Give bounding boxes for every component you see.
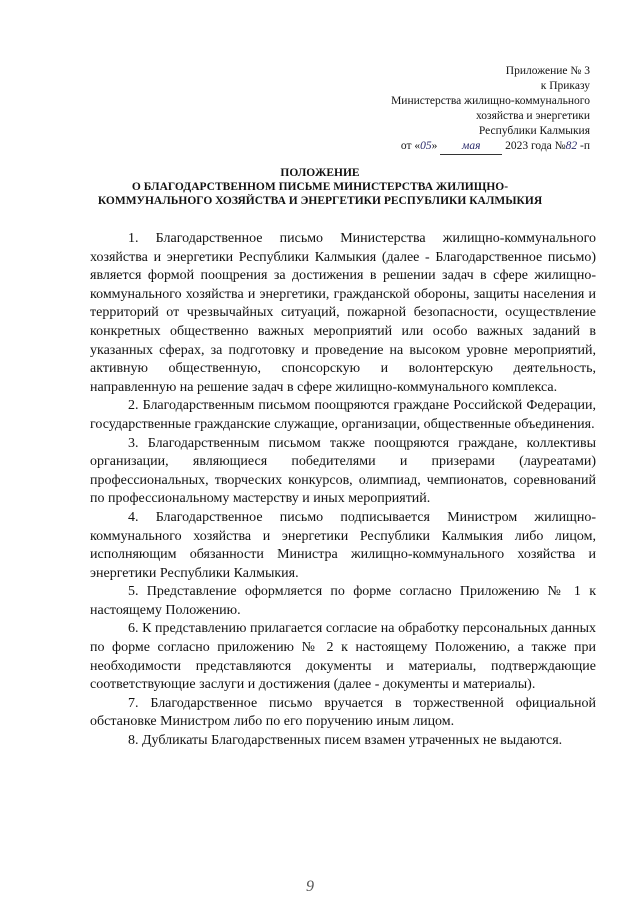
annex-ministry: Министерства жилищно-коммунального	[391, 95, 590, 107]
order-suffix: -п	[577, 140, 590, 152]
paragraph-2: 2. Благодарственным письмом поощряются граждане Российской Федерации, государственные гражданские служащие, организации, общественные объединения.	[90, 398, 596, 432]
paragraph-7: 7. Благодарственное письмо вручается в торжественной официальной обстановке Министром либо по его поручению иным лицом.	[90, 695, 596, 730]
date-day: 05	[420, 140, 432, 152]
date-month: мая	[440, 139, 502, 155]
annex-republic: Республики Калмыкия	[478, 125, 590, 137]
annex-number: Приложение № 3	[505, 65, 590, 77]
date-year: 2023 года №	[502, 140, 566, 152]
paragraph-8: 8. Дубликаты Благодарственных писем взамен утраченных не выдаются.	[128, 733, 563, 749]
date-prefix: от «	[400, 140, 421, 152]
annex-date-line	[391, 139, 590, 155]
order-number: 82	[565, 140, 578, 152]
paragraph-5: 5. Представление оформляется по форме согласно Приложению № 1 к настоящему Положению.	[90, 584, 596, 618]
paragraph-4: 4. Благодарственное письмо подписывается Министром жилищно-коммунального хозяйства и энергетики Республики Калмыкия либо лицом, исполняющим обязанности Министра жилищно-коммунального хозяйства и энергетики Республики Калмыкия.	[90, 509, 596, 581]
annex-order-ref: к Приказу	[540, 80, 590, 92]
title-heading: ПОЛОЖЕНИЕ	[280, 167, 360, 179]
paragraph-3: 3. Благодарственным письмом также поощряются граждане, коллективы организации, являющиеся победителями и призерами (лауреатами) профессиональных, творческих конкурсов, олимпиад, чемпионатов, соревнований по профессиональному мастерству и иных мероприятий.	[90, 435, 596, 507]
paragraph-6: 6. К представлению прилагается согласие на обработку персональных данных по форме согласно приложению № 2 к настоящему Положению, а также при необходимости представляются документы и материалы, подтверждающие соответствующие заслуги и достижения (далее - документы и материалы).	[90, 621, 596, 693]
title-subheading-1: О БЛАГОДАРСТВЕННОМ ПИСЬМЕ МИНИСТЕРСТВА ЖИЛИЩНО-	[131, 181, 509, 193]
annex-block	[391, 64, 590, 155]
paragraph-1: 1. Благодарственное письмо Министерства жилищно-коммунального хозяйства и энергетики Республики Калмыкия (далее - Благодарственное письмо) является формой поощрения за достижения в решении задач в сфере жилищно-коммунального хозяйства и энергетики, гражданской обороны, защиты населения и территорий от чрезвычайных ситуаций, пожарной безопасности, осуществление конкретных общественно важных мероприятий или особо важных заданий в указанных сферах, за подготовку и проведение на высоком уровне мероприятий, активную общественную, спонсорскую и волонтерскую деятельность, направленную на решение задач в сфере жилищно-коммунального комплекса.	[90, 231, 596, 395]
document-body	[90, 230, 596, 751]
date-mid: »	[431, 140, 441, 152]
title-subheading-2: КОММУНАЛЬНОГО ХОЗЯЙСТВА И ЭНЕРГЕТИКИ РЕСПУБЛИКИ КАЛМЫКИЯ	[97, 195, 543, 207]
document-title	[60, 166, 580, 208]
annex-ministry-cont: хозяйства и энергетики	[475, 110, 590, 122]
page-number: 9	[306, 878, 314, 895]
